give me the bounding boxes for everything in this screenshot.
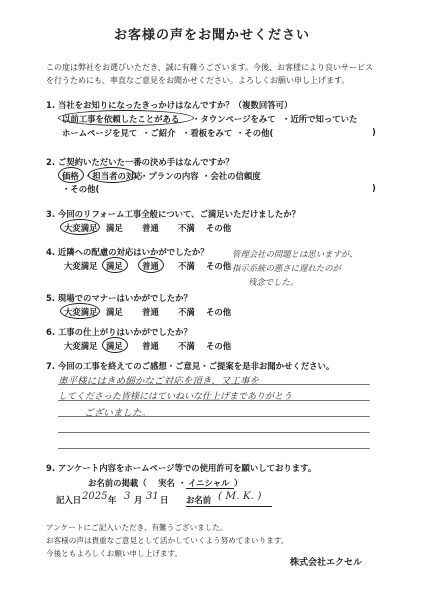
q6-option-very-satisfied[interactable]: 大変満足 [64,341,98,351]
q2-option-staff[interactable]: ・担当者の対応 [84,171,143,181]
q7-question: 7. 今回の工事を終えてのご感想・ご意見・ご提案を是非お聞かせください。 [46,361,335,371]
q3-option-very-satisfied[interactable]: 大変満足 [64,223,98,233]
q9-name-label: お名前 [186,495,212,505]
q6-option-dissatisfied[interactable]: 不満 [178,341,195,351]
q3-option-very-satisfied-circle [60,219,100,235]
q3-option-satisfied[interactable]: 満足 [106,223,123,233]
q7-handwritten-line-3: ございました。 [84,408,152,419]
intro-line-2: を行うためにも、率直なご意見をお聞かせください。よろしくお願い申し上げます。 [46,76,350,85]
q4-option-satisfied[interactable]: 満足 [106,261,123,271]
q5-option-satisfied[interactable]: 満足 [106,307,123,317]
q2-question: 2. ご契約いただいた一番の決め手はなんですか？ [46,157,234,167]
q7-handwritten-line-2: してくださった皆様にはていねいな仕上げまでありがとう [58,392,293,402]
closing-line-3: 今後ともよろしくお願い申し上げます。 [46,549,183,558]
q1-question: 1. 当社をお知りになったきっかけはなんですか？（複数回答可） [46,100,293,110]
q9-date-month[interactable]: 3 [124,491,131,502]
q7-answer-line-4 [58,432,370,433]
q4-option-dissatisfied[interactable]: 不満 [178,261,195,271]
q9-question: 9. アンケート内容をホームページ等での使用許可を願いしております。 [46,463,317,473]
q7-answer-line-5 [58,448,370,449]
q4-handwritten-comment-1: 管理会社の問題とは思いますが、 [232,249,358,259]
q1-option-previous-work[interactable]: 以前工事を依頼したことがある [62,114,180,124]
q2-option-other-close: ) [372,183,376,193]
q4-option-satisfied-circle [102,257,128,273]
q9-publish-close: ） [234,478,243,488]
q5-option-dissatisfied[interactable]: 不満 [178,307,195,317]
q9-option-initial-underline [186,488,234,489]
q4-option-average[interactable]: 普通 [142,261,159,271]
q5-question: 5. 現場でのマナーはいかがでしたか？ [46,293,192,303]
q9-publish-separator: ・ [178,478,187,488]
q9-name-underline [186,506,272,507]
q6-option-average[interactable]: 普通 [142,341,159,351]
q5-option-other[interactable]: その他 [206,307,232,317]
q9-date-label: 記入日 [56,495,82,505]
closing-line-2: お客様の声は貴重なご意見として活かしていくよう努めてまいります。 [46,536,289,545]
q6-option-satisfied[interactable]: 満足 [106,341,123,351]
q1-option-referral[interactable]: ・ご紹介 [142,128,176,138]
q1-option-other[interactable]: ・その他( [236,128,274,138]
q2-option-staff-circle [88,167,136,183]
q4-option-average-circle [138,257,164,273]
q5-option-very-satisfied[interactable]: 大変満足 [64,307,98,317]
q1-option-townpage[interactable]: ・タウンページをみて [192,114,276,124]
q5-option-average[interactable]: 普通 [142,307,159,317]
q3-option-dissatisfied[interactable]: 不満 [178,223,195,233]
q7-answer-line-2 [58,400,370,401]
q1-option-other-close: ) [372,127,376,137]
q9-option-initial[interactable]: イニシャル [188,478,230,488]
q2-option-price-circle [58,167,84,183]
q2-option-price[interactable]: 価格 [62,171,79,181]
q4-option-other[interactable]: その他 [206,261,232,271]
q7-handwritten-line-1: 奥平様にはきめ細かなご対応を頂き、又工事を [58,376,260,387]
q9-date-day[interactable]: 31 [146,491,159,502]
q9-date-day-unit: 日 [160,495,169,505]
q4-handwritten-comment-2: 指示系統の悪さに遅れたのが [232,263,341,273]
q3-option-average[interactable]: 普通 [142,223,159,233]
q1-option-signboard[interactable]: ・看板をみて [182,128,233,138]
company-name: 株式会社エクセル [289,558,362,568]
q2-option-trust[interactable]: ・会社の信頼度 [202,171,261,181]
q4-option-very-satisfied[interactable]: 大変満足 [64,261,98,271]
q6-option-other[interactable]: その他 [206,341,232,351]
q4-question: 4. 近隣への配慮の対応はいかがでしたか？ [46,247,209,257]
q1-option-neighborhood[interactable]: ・近所で知っていた [282,114,358,124]
intro-line-1: この度は弊社をお選びいただき、誠に有難うございます。今後、お客様により良いサービス [46,63,374,72]
q9-publish-label: お名前の掲載（ [88,478,147,488]
q7-answer-line-1 [58,384,370,385]
q2-option-other[interactable]: ・その他( [62,184,100,194]
q1-option-previous-work-circle [58,110,194,126]
q9-option-real-name[interactable]: 実名 [158,478,175,488]
q5-option-very-satisfied-circle [60,303,100,319]
q4-handwritten-comment-3: 残念でした。 [248,277,299,287]
q2-option-plan[interactable]: ・プランの内容 [140,171,199,181]
q3-option-other[interactable]: その他 [206,223,232,233]
q9-name-value[interactable]: ( M. K. ) [218,490,262,502]
closing-line-1: アンケートにご記入いただき、有難うございました。 [46,523,228,532]
q6-question: 6. 工事の仕上がりはいかがでしたか？ [46,327,192,337]
q6-option-satisfied-circle [102,337,128,353]
q9-date-year[interactable]: 2025 [82,491,108,502]
q3-question: 3. 今回のリフォーム工事全般について、ご満足いただけましたか？ [46,209,301,219]
q1-option-homepage[interactable]: ホームページを見て [62,128,138,138]
q7-answer-line-3 [58,416,370,417]
q9-date-year-unit: 年 [108,495,117,505]
q9-date-month-unit: 月 [134,495,143,505]
page-title: お客様の声をお聞かせください [113,28,310,43]
